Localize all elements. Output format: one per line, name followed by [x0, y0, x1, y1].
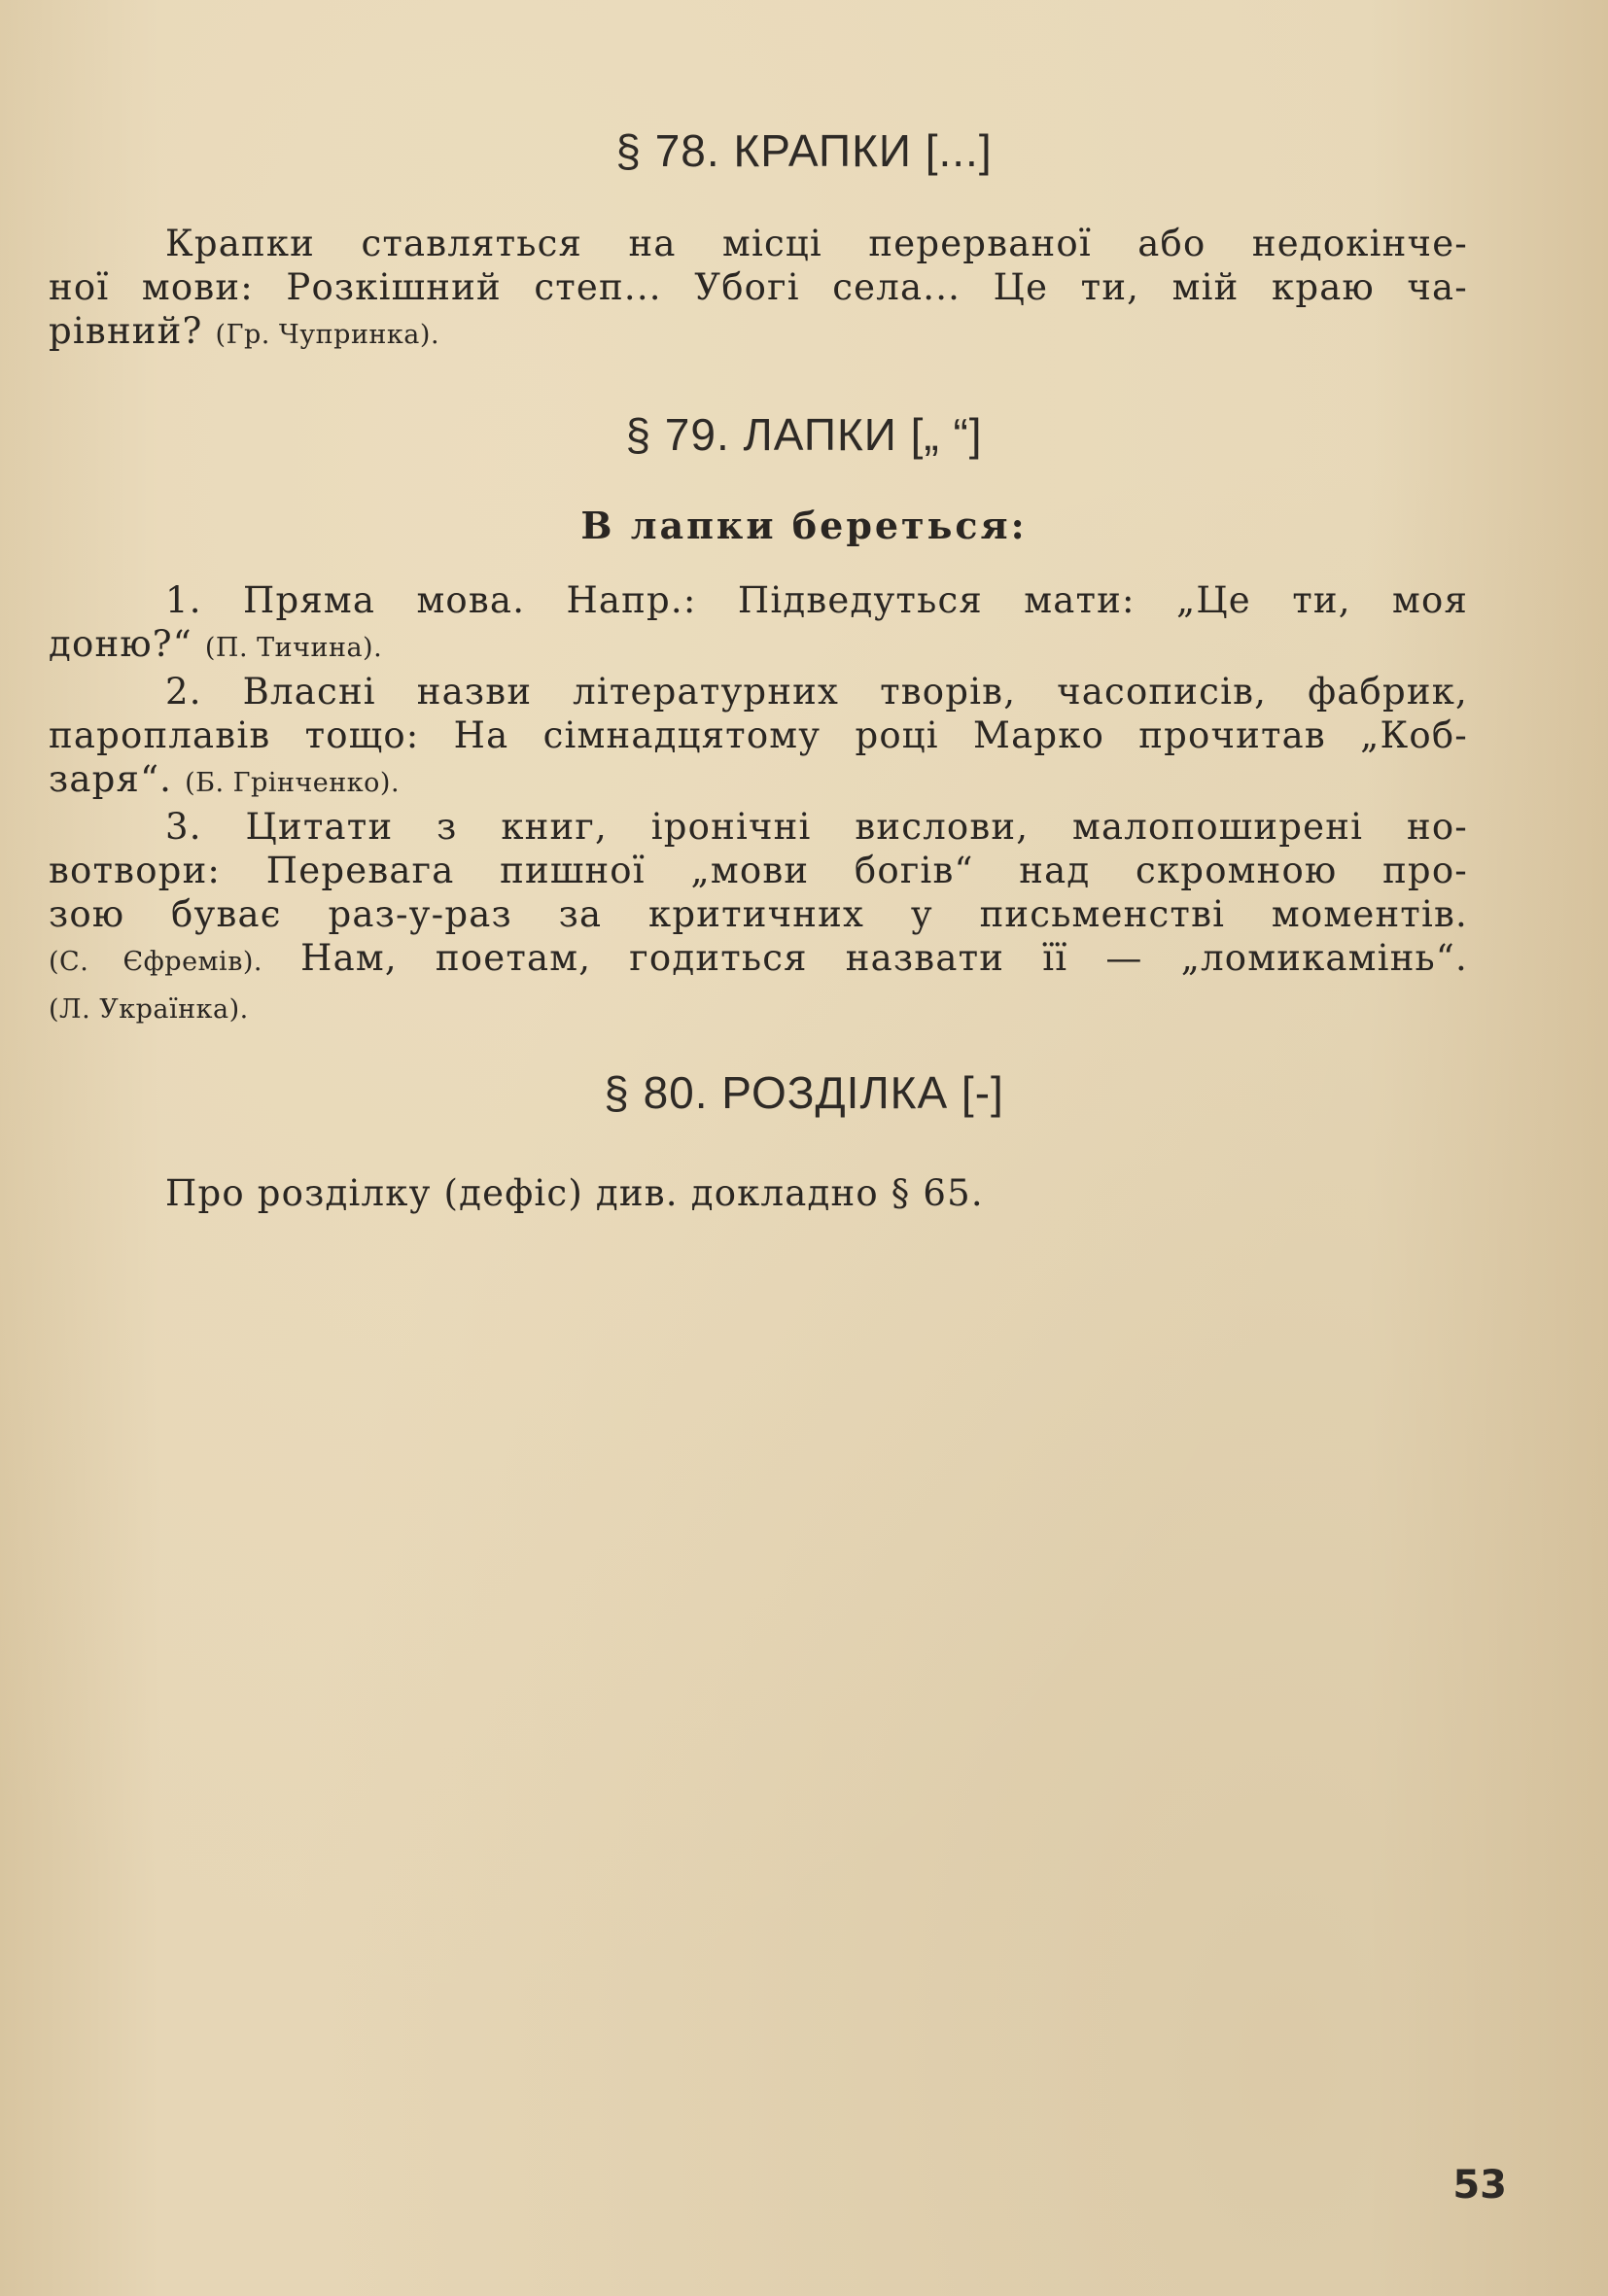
text-line: доню?“ (П. Тичина). — [49, 623, 383, 665]
text-line: заря“. (Б. Грінченко). — [49, 758, 401, 800]
text-line: ної мови: Розкішний степ... Убогі села... Це ти, мій краю ча- — [49, 266, 1468, 308]
section-80-paragraph — [49, 1171, 1468, 1215]
page-number: 53 — [1452, 2163, 1507, 2208]
source-citation: (Б. Грінченко). — [185, 768, 401, 798]
text-line: зою буває раз-у-раз за критичних у письменстві моментів. — [49, 893, 1468, 935]
source-citation: (П. Тичина). — [204, 633, 383, 663]
text-line: 1. Пряма мова. Напр.: Підведуться мати: „Це ти, моя — [165, 579, 1468, 621]
section-78-paragraph — [49, 222, 1468, 357]
source-citation: (Л. Українка). — [49, 994, 249, 1025]
section-80-title: § 80. РОЗДІЛКА [-] — [604, 1067, 1004, 1118]
section-79-subhead: В лапки береться: — [580, 504, 1028, 547]
source-citation: (С. Єфремів). — [49, 947, 263, 977]
text-line: пароплавів тощо: На сімнадцятому році Марко прочитав „Коб- — [49, 714, 1468, 756]
text-line: (С. Єфремів). Нам, поетам, годиться назвати її — „ломикамінь“. — [49, 937, 1468, 979]
section-79-paragraph — [49, 578, 1468, 1031]
text-line — [49, 984, 1468, 1031]
section-78-title: § 78. КРАПКИ [...] — [615, 125, 993, 176]
text-line: 2. Власні назви літературних творів, часописів, фабрик, — [165, 671, 1468, 713]
text-line: Крапки ставляться на місці перерваної або недокінче- — [165, 223, 1468, 264]
section-79-title: § 79. ЛАПКИ [„ “] — [625, 409, 983, 460]
text-line: вотвори: Перевага пишної „мови богів“ над скромною про- — [49, 850, 1468, 891]
text-line: Про розділку (дефіс) див. докладно § 65. — [165, 1172, 984, 1214]
text-line: 3. Цитати з книг, іронічні вислови, малопоширені но- — [165, 806, 1468, 848]
source-citation: (Гр. Чупринка). — [215, 320, 440, 350]
text-line: рівний? (Гр. Чупринка). — [49, 310, 440, 352]
